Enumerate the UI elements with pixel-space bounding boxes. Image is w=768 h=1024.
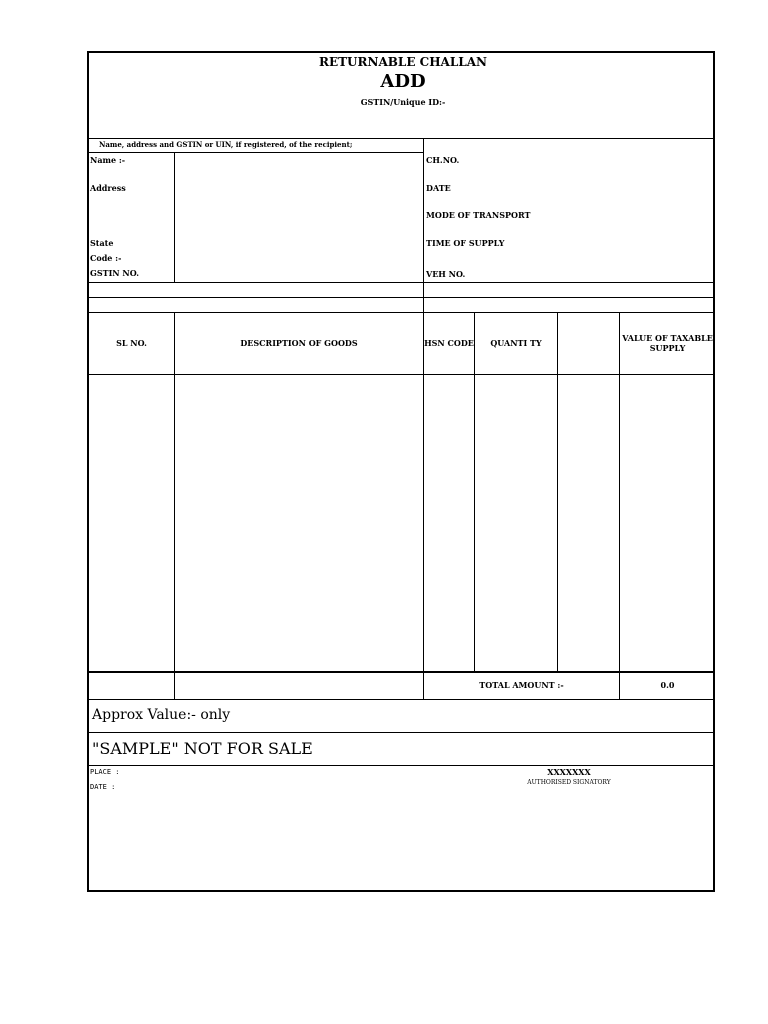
time-of-supply-label: TIME OF SUPPLY: [426, 238, 505, 248]
approx-value-divider: [89, 732, 715, 733]
sample-note: "SAMPLE" NOT FOR SALE: [92, 739, 313, 758]
company-gstin-label: GSTIN/Unique ID:-: [360, 97, 446, 107]
recipient-gstin-label: GSTIN NO.: [90, 268, 139, 278]
quantity-header: QUANTI TY: [490, 338, 542, 348]
code-label: Code :-: [90, 253, 122, 263]
value-column-line: [619, 312, 620, 699]
document-title: RETURNABLE CHALLAN: [318, 55, 488, 69]
vehicle-no-label: VEH NO.: [426, 269, 466, 279]
recipient-heading: Name, address and GSTIN or UIN, if registered, of the recipient;: [99, 140, 353, 149]
footer-date-label: DATE :: [90, 783, 116, 791]
recipient-bottom-divider: [89, 282, 715, 283]
sl-no-column-line: [174, 312, 175, 699]
approx-value-text: Approx Value:- only: [92, 707, 231, 723]
state-label: State: [90, 238, 114, 248]
place-label: PLACE :: [90, 768, 120, 776]
challan-sheet: [87, 51, 715, 892]
total-row-bottom-line: [89, 699, 715, 700]
sample-note-divider: [89, 765, 715, 766]
value-header: VALUE OF TAXABLE SUPPLY: [622, 333, 713, 353]
spacer-divider: [89, 297, 715, 298]
recipient-column-divider: [174, 152, 175, 282]
ch-no-label: CH.NO.: [426, 155, 460, 165]
hsn-code-header: HSN CODE: [424, 338, 474, 348]
blank-header: [558, 313, 619, 373]
address-label: Address: [90, 183, 126, 193]
description-header: DESCRIPTION OF GOODS: [240, 338, 358, 348]
recipient-heading-divider: [89, 152, 423, 153]
header-divider: [89, 138, 715, 139]
challan-date-label: DATE: [426, 183, 451, 193]
name-label: Name :-: [90, 155, 126, 165]
recipient-details-divider: [423, 138, 424, 312]
signatory-name: XXXXXXX: [547, 767, 591, 777]
sl-no-header: SL NO.: [116, 338, 147, 348]
authorised-signatory-label: AUTHORISED SIGNATORY: [527, 779, 611, 786]
company-name: ADD: [380, 71, 426, 92]
total-row-top-line: [89, 671, 715, 673]
quantity-column-line: [557, 312, 558, 672]
hsn-column-line: [474, 312, 475, 672]
description-column-line: [423, 312, 424, 699]
mode-of-transport-label: MODE OF TRANSPORT: [426, 210, 531, 220]
total-amount-value: 0.0: [660, 680, 675, 690]
total-amount-label: TOTAL AMOUNT :-: [479, 680, 564, 690]
table-header-divider: [89, 374, 715, 375]
